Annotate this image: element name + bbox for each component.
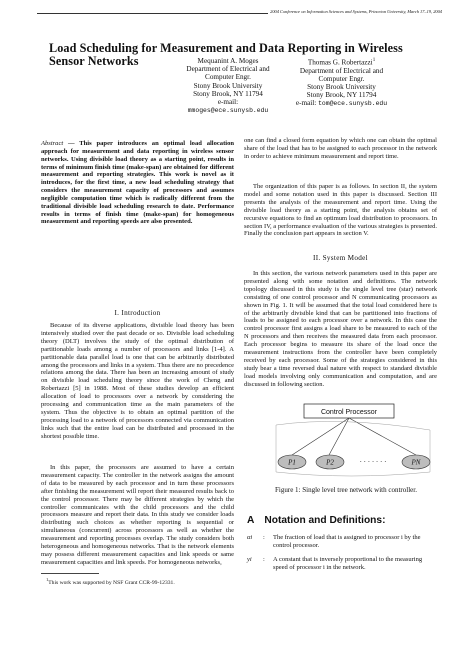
definition-text: A constant that is inversely proportional to the measuring speed of processor i in the network. (273, 555, 423, 571)
email-address: mmoges@ece.sunysb.edu (187, 107, 269, 115)
running-header (37, 9, 442, 17)
author-dept: Computer Engr. (318, 74, 365, 83)
processor-label: P2 (326, 458, 334, 467)
definition-colon: : (263, 534, 265, 541)
definition-symbol: yi (247, 555, 252, 563)
control-processor-label: Control Processor (320, 409, 378, 416)
intro-paragraph-2: In this paper, the processors are assumed to have a certain measurement capacity. The controller in the network assigns the amount of data to be measured by each processor and in turn these processors after finishing the measurement will report their measured results back to the control processor. There may be different strategies by which the controller communicates with the child processors and the child processors measure and report their data. In this study we consider loads distributing such choices as whether reporting is sequential or simultaneous (concurrent) across processors as well as whether the measurement and reporting processes overlap. The study considers both heterogeneous and homogeneous networks. That is the network elements may possess different measurement capacities and link speeds or same measurement capacities and link speeds. For homogeneous networks, (41, 464, 234, 566)
author-name: Mequanint A. Moges (197, 57, 259, 65)
author-address: Stony Brook, NY 11794 (306, 91, 377, 100)
definition-item (247, 556, 437, 572)
link-line (329, 418, 349, 455)
conference-header: 2004 Conference on Information Sciences and Systems, Princeton University, March 17–19, 2004 (270, 9, 442, 14)
footnote-marker: 1 (46, 577, 49, 582)
author-email (289, 99, 394, 108)
email-label: e-mail: (295, 99, 317, 108)
organization-paragraph: The organization of this paper is as follows. In section II, the system model and some notation used in this paper is discussed. Section III presents the analysis of the measurement and report time. Using the divisible load theory as a starting point, the analysis obtains set of recursive equations to find an optimum load distribution to processors. In section IV, a performance evaluation of the various strategies is presented. Finally the conclusion part appears in section V. (244, 183, 438, 238)
definition-colon: : (263, 555, 265, 563)
network-diagram (270, 400, 440, 482)
intro-continuation-paragraph: one can find a closed form equation by which one can obtain the optimal share of the load that has to be assigned to each processor in the network in order to achieve minimum measurement and report time. (244, 137, 437, 160)
section-title-introduction: I. Introduction (114, 309, 161, 317)
footnote-marker: 1 (372, 58, 376, 63)
definition-text: The fraction of load that is assigned to processor i by the control processor. (273, 534, 421, 549)
footnote (46, 576, 236, 587)
subsection-text: Notation and Definitions: (264, 515, 386, 526)
definition-item (247, 534, 437, 550)
abstract (41, 140, 234, 226)
author-dept: Department of Electrical and (186, 65, 270, 74)
author-address: Stony Brook, NY 11794 (193, 89, 263, 98)
abstract-text: — This paper introduces an optimal load allocation approach for measurement and data reporting in wireless sensor networks. Using divisible load theory as a starting point, results in terms of minimum finish time (make-span) are obtained for different measurement and reporting strategies. This work is novel as it introduces, for the first time, a new load scheduling strategy that considers the measurement capacity of processors and assumes negligible computation time which is radically different from the traditional divisible load scheduling research to date. Performance results in terms of finish time (make-span) for homogeneous measurement and reporting speeds are also presented. (41, 140, 234, 226)
author-name: Thomas G. Robertazzi$^1$ (307, 58, 376, 67)
author-dept: Department of Electrical and (299, 66, 384, 75)
author-block-2 (289, 57, 394, 109)
section-title-system-model: II. System Model (313, 254, 368, 262)
definition-symbol: αi (247, 534, 253, 541)
ellipsis-label: · · · · · · · (359, 458, 387, 466)
author-dept: Computer Engr. (205, 73, 251, 82)
definitions-list (247, 534, 437, 578)
title-line-1: Load Scheduling for Measurement and Data Reporting in Wireless (49, 41, 403, 55)
footnote-text: This work was supported by NSF Grant CCR-99-12331. (48, 579, 175, 586)
subsection-title (247, 515, 437, 526)
author-univ: Stony Brook University (193, 81, 263, 90)
author-univ: Stony Brook University (307, 83, 376, 91)
link-line (292, 418, 349, 455)
abstract-label: Abstract (41, 140, 64, 147)
author-email (181, 98, 275, 115)
processor-label: PN (411, 458, 421, 467)
link-line (349, 418, 416, 455)
email-label: e-mail: (217, 98, 239, 107)
title-line-2: Sensor Networks (49, 54, 139, 68)
author-block-1 (181, 57, 275, 115)
footnote-rule (41, 573, 99, 574)
figure-caption: Figure 1: Single level tree network with controller. (275, 486, 417, 494)
system-model-paragraph: In this section, the various network parameters used in this paper are presented along with some notation and definitions. The network topology discussed in this study is the single level tree (star) network consisting of one control processor and N communicating processors as shown in Fig. 1. It will be assumed that the total load considered here is of the arbitrarily divisible kind that can be partitioned into fractions of loads to be assigned to each processor over a network. In this case the control processor first assigns a load share to be measured to each of the N processors and then receives the measured data from each processor. Each processor begins to measure its share of the load once the measurement instructions from the controller have been completely received by each processor. Some of the strategies considered in this study bear a time reversed dual nature with respect to standard divisible load models involving only communication and computation, and are discussed in following section. (244, 270, 437, 388)
intro-paragraph-1: Because of its diverse applications, divisible load theory has been intensively studied over the past decade or so. Divisible load scheduling theory (DLT) involves the study of the optimal distribution of partitionable loads among a number of processors and links [1-4]. A partitionable data parallel load is one that can be arbitrarily distributed among the processors and links in a system. Thus there are no precedence relations among the data. There has been an increasing amount of study on divisible load scheduling theory since the work of Cheng and Robertazzi [5] in 1988. Most of these studies develop an efficient allocation of load to processors over a network by considering the processing and communication time as the main parameters of the system. Thus the objective is to obtain an optimal partition of the processing load to a network of processors connected via communication links such that the entire load can be distributed and processed in the shortest possible time. (41, 322, 234, 440)
email-address: tom@ece.sunysb.edu (318, 100, 388, 108)
subsection-number: A (247, 515, 255, 526)
processor-label: P1 (288, 458, 296, 467)
